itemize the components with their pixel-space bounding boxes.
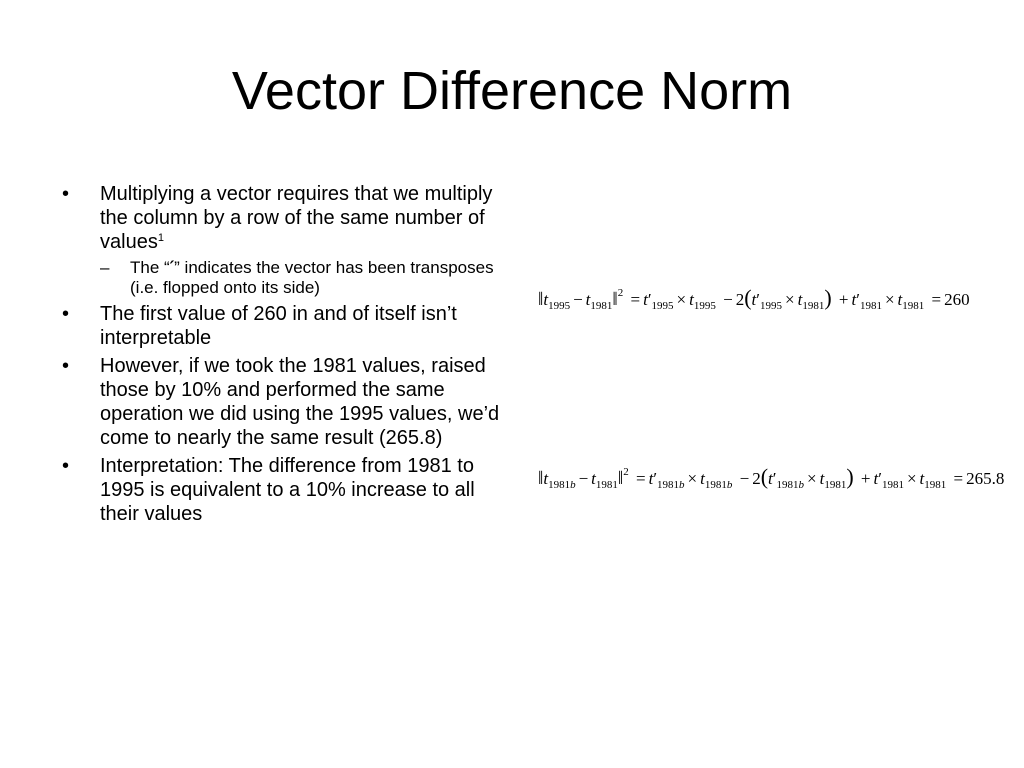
bullet-marker: • — [62, 183, 70, 205]
bullet-marker: • — [62, 303, 70, 325]
equation-2-result: 265.8 — [966, 469, 1005, 488]
bullet-text: Multiplying a vector requires that we multiply the column by a row of the same number of values$^1$ — [100, 183, 493, 253]
sub-bullet-marker: – — [100, 258, 110, 277]
slide-title: Vector Difference Norm — [231, 61, 793, 121]
equation-1-result: 260 — [944, 290, 970, 309]
bullet-item — [62, 302, 502, 350]
bullet-item — [62, 354, 502, 450]
equation-1: $‖t_{1995}$ − $t_{1981}‖^2 = t'_{1995} \times t_{1995} - 2(t'_{1995} \times t_{1981}) + t'_{1981} \times t_{1981} = 260$ — [538, 285, 970, 312]
bullet-text: The first value of 260 in and of itself isn’t interpretable — [100, 303, 457, 349]
equation-2: $‖t_{1981b}$ − $t_{1981}‖^2 = t'_{1981b} \times t_{1981b} - 2(t'_{1981b} \times t_{1981}) + t'_{1981} \times t_{1981} = 265.8$ — [538, 464, 1005, 491]
footnote-marker: 1 — [157, 232, 164, 244]
sub-bullet-item — [100, 258, 502, 298]
bullet-marker: • — [62, 355, 70, 377]
bullet-marker: • — [62, 455, 70, 477]
sub-bullet-text: The “′” indicates the vector has been transposes (i.e. flopped onto its side) — [130, 258, 494, 297]
bullet-text: Interpretation: The difference from 1981 to 1995 is equivalent to a 10% increase to all their values — [100, 455, 475, 525]
bullet-list — [62, 182, 502, 530]
bullet-item — [62, 182, 502, 254]
prime-symbol: ′ — [169, 258, 175, 278]
bullet-text: However, if we took the 1981 values, raised those by 10% and performed the same operation we did using the 1995 values, we’d come to nearly the same result (265.8) — [100, 355, 500, 449]
bullet-item — [62, 454, 502, 526]
